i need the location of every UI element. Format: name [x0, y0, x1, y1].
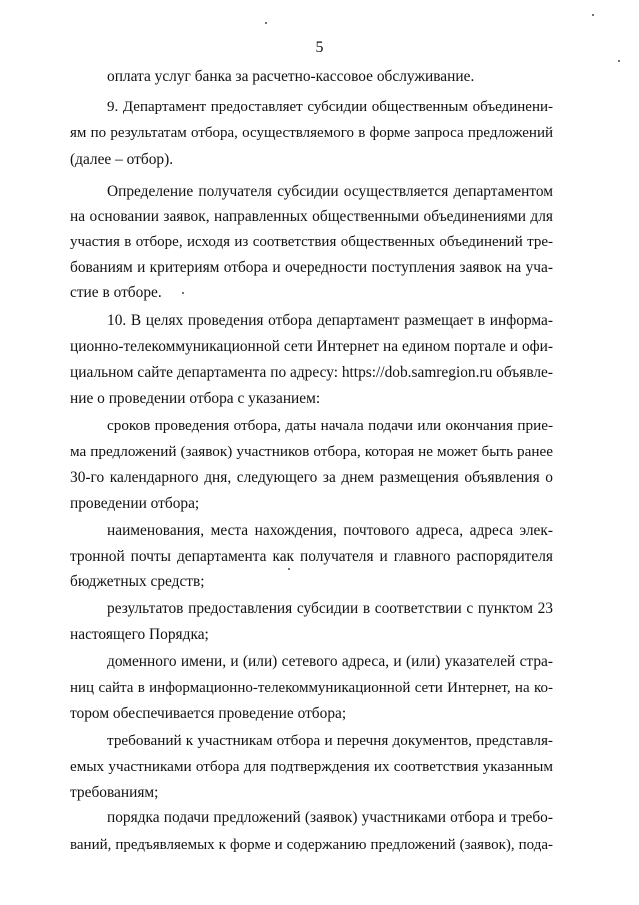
- text-line: ма предложений (заявок) участников отбора, которая не может быть ранее: [70, 443, 553, 460]
- scan-speck: [618, 60, 620, 62]
- scan-speck: [182, 292, 184, 294]
- scan-speck: [265, 22, 267, 24]
- text-line: результатов предоставления субсидии в соответствии с пунктом 23: [107, 600, 553, 617]
- text-line: порядка подачи предложений (заявок) участниками отбора и требо-: [107, 809, 553, 826]
- page-number: 5: [315, 39, 324, 56]
- text-line: циальном сайте департамента по адресу: https://dob.samregion.ru объявле-: [70, 364, 554, 381]
- text-line: настоящего Порядка;: [70, 626, 209, 643]
- text-line: бюджетных средств;: [70, 573, 205, 590]
- text-line: Определение получателя субсидии осуществляется департаментом: [107, 183, 553, 200]
- text-line: доменного имени, и (или) сетевого адреса, и (или) указателей стра-: [107, 653, 553, 670]
- text-line: сроков проведения отбора, даты начала подачи или окончания прие-: [107, 417, 553, 434]
- text-line: ционно-телекоммуникационной сети Интернет на едином портале и офи-: [70, 338, 553, 355]
- text-line: ваний, предъявляемых к форме и содержанию предложений (заявок), пода-: [70, 837, 553, 853]
- text-line: оплата услуг банка за расчетно-кассовое обслуживание.: [107, 68, 475, 85]
- text-line: стие в отборе.: [70, 284, 162, 301]
- text-line: емых участниками отбора для подтверждения их соответствия указанным: [70, 758, 553, 775]
- text-line: ниц сайта в информационно-телекоммуникационной сети Интернет, на ко-: [70, 680, 553, 696]
- text-line: требованиям;: [70, 784, 159, 801]
- text-line: 10. В целях проведения отбора департамент размещает в информа-: [107, 312, 553, 329]
- scan-speck: [288, 568, 290, 570]
- text-line: требований к участникам отбора и перечня документов, представля-: [107, 732, 553, 749]
- text-line: бованиям и критериям отбора и очередности поступления заявок на уча-: [70, 259, 553, 276]
- text-line: на основании заявок, направленных общественными объединениями для: [70, 208, 553, 225]
- text-line: 30-го календарного дня, следующего за днем размещения объявления о: [70, 469, 553, 486]
- text-line: тронной почты департамента как получателя и главного распорядителя: [70, 548, 553, 565]
- scan-speck: [592, 14, 594, 16]
- text-line: наименования, места нахождения, почтового адреса, адреса элек-: [107, 522, 553, 539]
- text-line: ям по результатам отбора, осуществляемого в форме запроса предложений: [70, 125, 553, 141]
- text-line: 9. Департамент предоставляет субсидии общественным объединени-: [107, 99, 553, 115]
- text-line: ние о проведении отбора с указанием:: [70, 390, 321, 407]
- text-line: проведении отбора;: [70, 495, 200, 512]
- text-line: тором обеспечивается проведение отбора;: [70, 705, 347, 722]
- text-line: участия в отборе, исходя из соответствия общественных объединений тре-: [70, 234, 553, 250]
- text-line: (далее – отбор).: [70, 151, 174, 168]
